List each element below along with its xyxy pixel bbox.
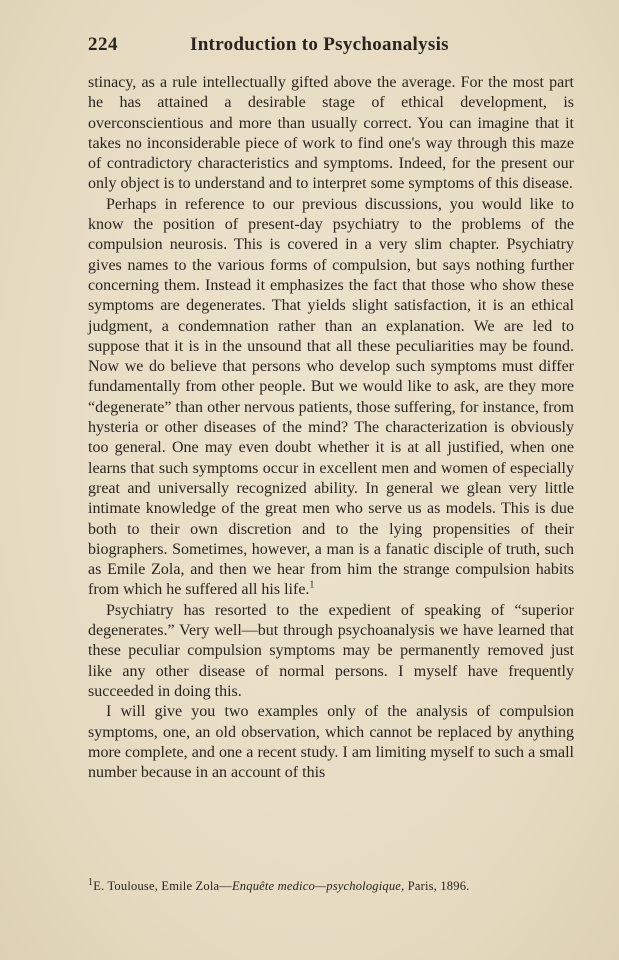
paragraph-3: Psychiatry has resorted to the expedient of speaking of “superior degenerates.” Very well—but through psychoanalysis we have learned that these peculiar compulsion symptoms may be permanently removed just like any other disease of normal persons. I myself have frequently succeeded in doing this.: [88, 601, 574, 700]
footnote-place-year: Paris, 1896.: [404, 879, 470, 893]
footnote: [88, 878, 578, 894]
page-header: [88, 34, 578, 60]
footnote-title: Enquête medico—psychologique,: [231, 879, 405, 893]
paragraph-1: stinacy, as a rule intellectually gifted above the average. For the most part he has attained a desirable stage of ethical development, is overconscientious and more than usually correct. You can imagine that it takes no inconsiderable piece of work to find one's way through this maze of contradictory characteristics and symptoms. Indeed, for the present our only object is to understand and to interpret some symptoms of this disease.: [88, 74, 574, 193]
footnote-author: E. Toulouse, Emile Zola—: [93, 879, 232, 893]
footnote-reference: 1: [309, 580, 315, 592]
footnote-mark: 1: [88, 876, 94, 888]
body-text: [88, 73, 574, 783]
running-head: Introduction to Psychoanalysis: [190, 34, 449, 55]
paragraph-2-text: Perhaps in reference to our previous discussions, you would like to know the position of present-day psychiatry to the problems of the compulsion neurosis. This is covered in a very slim chapter. Psychiatry gives names to the various forms of compulsion, but says nothing further concerning them. Instead it emphasizes the fact that those who show these symptoms are degenerates. That yields slight satisfaction, it is an ethical judgment, a condemnation rather than an explanation. We are led to suppose that it is in the unsound that all these peculiarities may be found. Now we do believe that persons who develop such symptoms must differ fundamentally from other people. But we would like to ask, are they more “degenerate” than other nervous patients, those suffering, for instance, from hysteria or other diseases of the mind? The characterization is obviously too general. One may even doubt whether it is at all justified, when one learns that such symptoms occur in excellent men and women of especially great and universally recognized ability. In general we glean very little intimate knowledge of the great men who serve us as models. This is due both to their own discretion and to the lying propensities of their biographers. Sometimes, however, a man is a fanatic disciple of truth, such as Emile Zola, and then we hear from him the strange compulsion habits from which he suffered all his life.: [88, 195, 574, 599]
page-number: 224: [88, 34, 118, 55]
paragraph-2: [88, 195, 574, 601]
paragraph-4: I will give you two examples only of the analysis of compulsion symptoms, one, an old observation, which cannot be replaced by anything more complete, and one a recent study. I am limiting myself to such a small number because in an account of this: [88, 703, 574, 782]
